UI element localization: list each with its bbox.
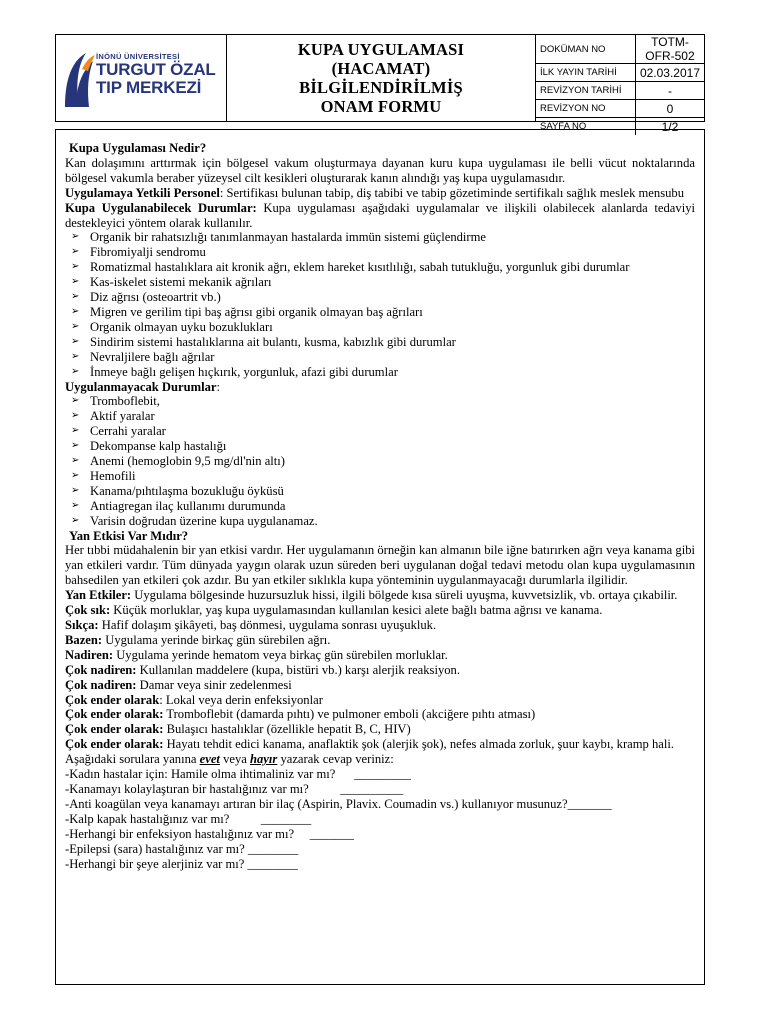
arrow-bullet-icon: ➢ [71,395,80,407]
answer-instructions [65,752,695,767]
answer-yes-word: evet [199,752,220,767]
list-item-text: Nevraljilere bağlı ağrılar [90,349,215,364]
side-effect-line [65,618,695,633]
logo-cell [56,35,227,121]
side-effect-label: Çok nadiren: [65,677,137,692]
list-item-text: Romatizmal hastalıklara ait kronik ağrı, eklem hareket kısıtlılığı, sabah tutukluğu, yorgunluk gibi durumlar [90,260,630,275]
arrow-bullet-icon: ➢ [71,455,80,467]
not-applicable-list [65,394,695,528]
side-effect-text: Bulaşıcı hastalıklar (özellikle hepatit B, C, HIV) [163,722,411,737]
side-effect-label: Çok ender olarak: [65,707,164,722]
list-item-text: Tromboflebit, [90,394,160,409]
form-title [298,40,464,116]
meta-row [536,64,704,82]
side-effect-text: Damar veya sinir zedelenmesi [136,677,292,692]
document-header [55,34,705,134]
arrow-bullet-icon: ➢ [71,440,80,452]
meta-row [536,82,704,100]
list-item [71,365,695,380]
list-item-text: Aktif yaralar [90,409,155,424]
list-item-text: İnmeye bağlı gelişen hıçkırık, yorgunluk, afazi gibi durumlar [90,364,398,379]
list-item [71,305,695,320]
list-item [71,424,695,439]
not-applicable-label: Uygulanmayacak Durumlar [65,379,217,394]
list-item [71,514,695,529]
personnel-paragraph [65,186,695,201]
arrow-bullet-icon: ➢ [71,291,80,303]
list-item-text: Migren ve gerilim tipi baş ağrısı gibi organik olmayan baş ağrıları [90,304,423,319]
list-item-text: Antiagregan ilaç kullanımı durumunda [90,498,286,513]
arrow-bullet-icon: ➢ [71,365,80,377]
side-effect-label: Çok nadiren: [65,662,137,677]
logo-line-1: TURGUT ÖZAL [96,60,216,79]
side-effect-line [65,633,695,648]
arrow-bullet-icon: ➢ [71,410,80,422]
arrow-bullet-icon: ➢ [71,350,80,362]
list-item [71,484,695,499]
arrow-bullet-icon: ➢ [71,246,80,258]
list-item-text: Fibromiyalji sendromu [90,245,206,260]
paragraph-what: Kan dolaşımını arttırmak için bölgesel vakum oluşturmaya dayanan kuru kupa uygulaması ile belli vücut noktalarında bölgesel vakumla beraber yüzeysel cilt kesikleri oluşturarak kanın alındığı yaş kupa uygulamasıdır. [65,155,695,185]
meta-row [536,100,704,118]
side-effect-line [65,663,695,678]
title-line-1: KUPA UYGULAMASI [297,40,465,59]
question-heart-valve[interactable]: -Kalp kapak hastalığınız var mı? ________ [65,811,312,826]
instruction-text: veya [219,752,250,767]
question-bleeding-disorder[interactable]: -Kanamayı kolaylaştıran bir hastalığınız var mı? __________ [65,781,404,796]
applicable-list [65,230,695,379]
question-anticoagulant[interactable]: -Anti koagülan veya kanamayı artıran bir ilaç (Aspirin, Plavix. Coumadin vs.) kullanıyor musunuz?_______ [65,796,612,811]
side-effect-line [65,678,695,693]
side-effect-text: Uygulama bölgesinde huzursuzluk hissi, ilgili bölgede kısa süreli uyuşma, kuvvetsizlik, vb. ortaya çıkabilir. [131,588,678,603]
section-heading-side-effects: Yan Etkisi Var Mıdır? [69,528,189,543]
list-item [71,275,695,290]
side-effect-line [65,588,695,603]
side-effect-text: Uygulama yerinde hematom veya birkaç gün sürebilen morluklar. [113,647,448,662]
meta-value: 0 [635,100,704,118]
list-item-text: Anemi (hemoglobin 9,5 mg/dl'nin altı) [90,454,286,469]
arrow-bullet-icon: ➢ [71,261,80,273]
logo-text [96,52,224,97]
list-item [71,350,695,365]
logo-university: İNÖNÜ ÜNİVERSİTESİ [96,52,180,61]
side-effect-text: Tromboflebit (damarda pıhtı) ve pulmoner emboli (akciğere pıhtı atması) [163,707,536,722]
list-item-text: Varisin doğrudan üzerine kupa uygulanamaz. [90,513,318,528]
personnel-label: Uygulamaya Yetkili Personel [65,185,220,200]
list-item [71,499,695,514]
list-item [71,320,695,335]
side-effect-line [65,737,695,752]
meta-label: REVİZYON NO [536,100,635,118]
arrow-bullet-icon: ➢ [71,335,80,347]
side-effect-label: Yan Etkiler: [65,588,132,603]
list-item-text: Kas-iskelet sistemi mekanik ağrıları [90,275,272,290]
arrow-bullet-icon: ➢ [71,231,80,243]
side-effect-label: Çok ender olarak: [65,722,164,737]
side-effect-line [65,603,695,618]
list-item-text: Diz ağrısı (osteoartrit vb.) [90,290,221,305]
list-item-text: Hemofili [90,468,136,483]
arrow-bullet-icon: ➢ [71,276,80,288]
list-item [71,335,695,350]
meta-label: REVİZYON TARİHİ [536,82,635,100]
side-effect-label: Bazen: [65,632,103,647]
list-item [71,230,695,245]
arrow-bullet-icon: ➢ [71,514,80,526]
list-item [71,394,695,409]
not-applicable-colon: : [216,379,220,394]
applicable-paragraph [65,201,695,231]
instruction-text: yazarak cevap veriniz: [277,752,394,767]
not-applicable-heading [65,380,695,395]
applicable-text: Kupa uygulaması aşağıdaki uygulamalar ve ilişkili olabilecek alanlarda tedaviyi destekleyici yöntem olarak kullanılır. [65,200,695,230]
question-epilepsy[interactable]: -Epilepsi (sara) hastalığınız var mı? ________ [65,841,299,856]
list-item [71,469,695,484]
list-item-text: Dekompanse kalp hastalığı [90,439,227,454]
question-infection[interactable]: -Herhangi bir enfeksiyon hastalığınız var mı? _______ [65,826,354,841]
list-item [71,409,695,424]
meta-label: SAYFA NO [536,118,635,136]
side-effect-line [65,693,695,708]
form-body [55,129,705,985]
paragraph-side-effects: Her tıbbi müdahalenin bir yan etkisi vardır. Her uygulamanın örneğin kan almanın bile iğne batırırken ağrı veya kanama gibi yan etkileri vardır. Tüm dünyada yaygın olarak uzun süreden beri uygulanan doğal tedavi metodu olan kupa uygulamasının bahsedilen yan etkileri çok azdır. Bu yan etkiler sıklıkla kupa yönteminin uygulanmayacağı durumlarla ilgilidir. [65,543,695,588]
document-meta-table [536,35,704,135]
side-effect-text: Küçük morluklar, yaş kupa uygulamasından kullanılan kesici alete bağlı batma ağrısı ve kanama. [110,603,603,618]
title-line-4: ONAM FORMU [320,97,442,116]
side-effect-line [65,648,695,663]
list-item [71,439,695,454]
side-effect-text: Uygulama yerinde birkaç gün sürebilen ağrı. [102,632,331,647]
applicable-label: Kupa Uygulanabilecek Durumlar: [65,200,257,215]
answer-no-word: hayır [250,752,278,767]
list-item-text: Organik olmayan uyku bozuklukları [90,319,273,334]
meta-value: - [635,82,704,100]
section-heading-what: Kupa Uygulaması Nedir? [69,141,207,155]
meta-value: TOTM-OFR-502 [635,35,704,64]
list-item-text: Cerrahi yaralar [90,424,166,439]
list-item [71,454,695,469]
title-line-3: BİLGİLENDİRİLMİŞ [299,78,463,97]
list-item-text: Organik bir rahatsızlığı tanımlanmayan hastalarda immün sistemi güçlendirme [90,230,487,245]
question-allergy[interactable]: -Herhangi bir şeye alerjiniz var mı? ________ [65,856,298,871]
question-pregnancy[interactable]: -Kadın hastalar için: Hamile olma ihtimaliniz var mı? _________ [65,767,411,782]
meta-value: 1/2 [635,118,704,136]
side-effect-label: Çok ender olarak: [65,737,164,752]
meta-label: İLK YAYIN TARİHİ [536,64,635,82]
side-effect-line [65,707,695,722]
instruction-text: Aşağıdaki sorulara yanına [65,752,200,767]
document-meta [536,35,704,134]
side-effect-label: Nadiren: [65,647,114,662]
side-effect-text: Hayatı tehdit edici kanama, anaflaktik şok (alerjik şok), nefes almada zorluk, şuur kaybı, kramp hali. [163,737,674,752]
form-title-cell [227,35,536,121]
arrow-bullet-icon: ➢ [71,484,80,496]
title-line-2: (HACAMAT) [331,59,431,78]
list-item [71,290,695,305]
personnel-text: : Sertifikası bulunan tabip, diş tabibi ve tabip gözetiminde sertifikalı sağlık meslek mensubu [219,185,684,200]
side-effect-text: Kullanılan maddelere (kupa, bistüri vb.) karşı alerjik reaksiyon. [136,662,460,677]
side-effect-line [65,722,695,737]
arrow-bullet-icon: ➢ [71,425,80,437]
arrow-bullet-icon: ➢ [71,320,80,332]
meta-row [536,35,704,64]
meta-label: DOKÜMAN NO [536,35,635,64]
list-item-text: Kanama/pıhtılaşma bozukluğu öyküsü [90,483,284,498]
logo-line-2: TIP MERKEZİ [96,78,202,97]
side-effect-label: Çok ender olarak [65,692,160,707]
meta-value: 02.03.2017 [635,64,704,82]
side-effect-text: Hafif dolaşım şikâyeti, baş dönmesi, uygulama sonrası uyuşukluk. [98,618,437,632]
arrow-bullet-icon: ➢ [71,499,80,511]
side-effect-label: Çok sık: [65,603,111,618]
hospital-logo-icon [62,49,96,109]
list-item-text: Sindirim sistemi hastalıklarına ait bulantı, kusma, kabızlık gibi durumlar [90,334,456,349]
side-effect-label: Sıkça: [65,618,99,632]
list-item [71,260,695,275]
side-effect-text: : Lokal veya derin enfeksiyonlar [159,692,323,707]
arrow-bullet-icon: ➢ [71,305,80,317]
arrow-bullet-icon: ➢ [71,469,80,481]
list-item [71,245,695,260]
